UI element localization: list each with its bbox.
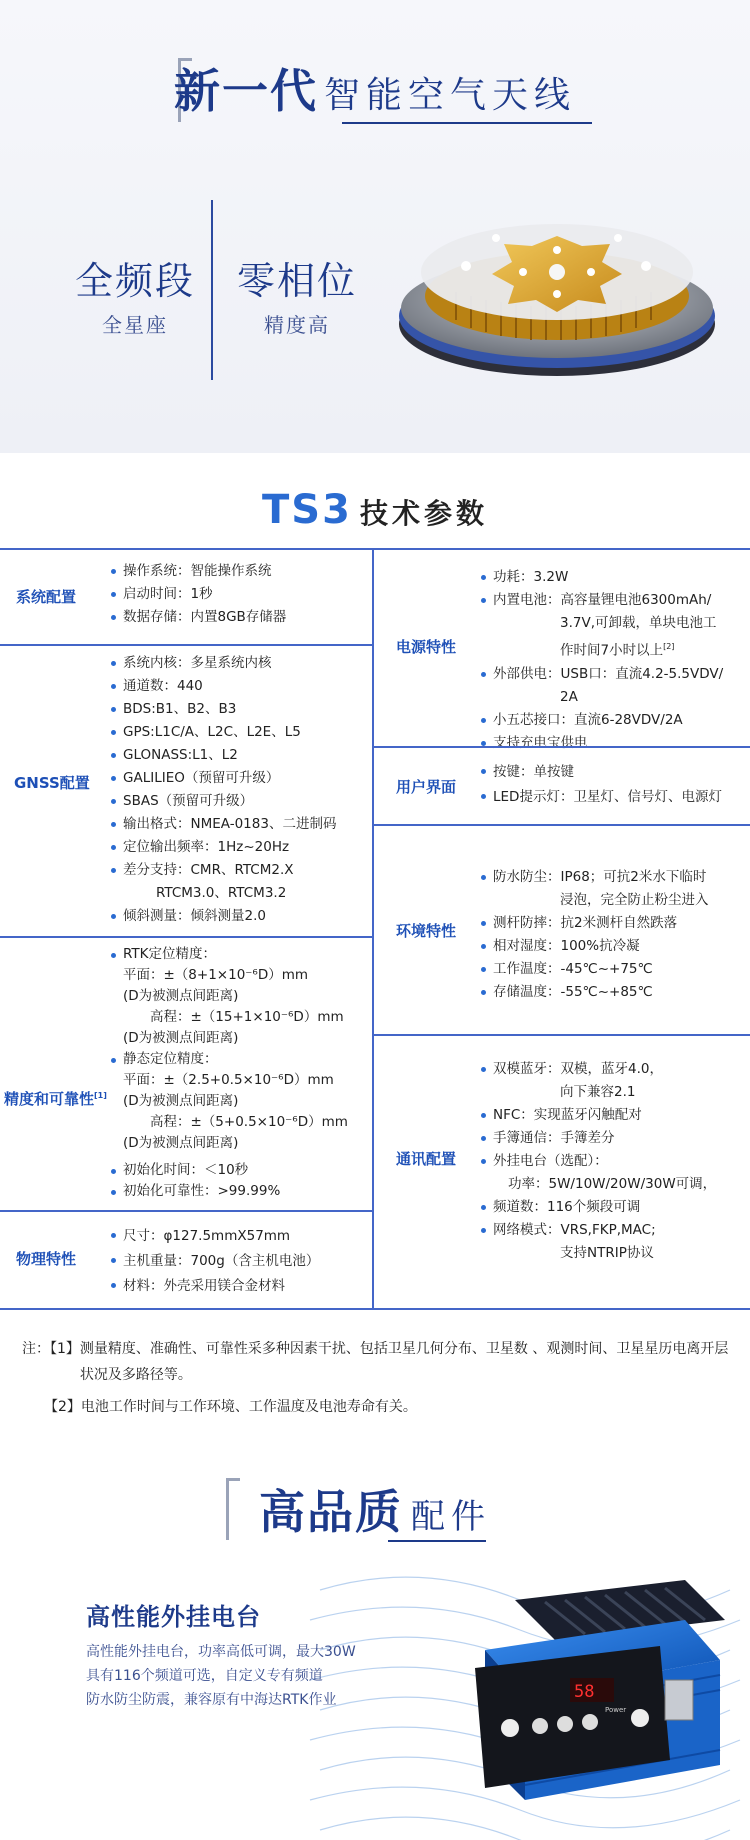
- footnote-ref-2: [2]: [663, 642, 675, 651]
- list-item: 防水防尘：IP68；可抗2米水下临时: [480, 866, 748, 889]
- list-item: 数据存储：内置8GB存储器: [110, 606, 286, 629]
- footnote-2-text: 电池工作时间与工作环境、工作温度及电池寿命有关。: [80, 1399, 417, 1415]
- list-item-continuation: 2A: [560, 688, 578, 705]
- section-power-list: [480, 566, 748, 755]
- list-item-continuation: (D为被测点间距离): [123, 1135, 239, 1151]
- list-item: 尺寸：φ127.5mmX57mm: [110, 1224, 319, 1249]
- section-ui-list: [480, 760, 748, 810]
- list-item: GALILIEO（预留可升级）: [110, 767, 336, 790]
- list-item-continuation: RTCM3.0、RTCM3.2: [156, 885, 287, 901]
- section-ui-label: 用户界面: [396, 778, 457, 796]
- section-accuracy: [0, 936, 372, 1210]
- section-accuracy-list: [110, 944, 348, 1202]
- list-item-continuation: [480, 635, 748, 663]
- radio-desc-line: 具有116个频道可选，自定义专有频道: [86, 1668, 323, 1684]
- list-item: RTK定位精度：: [110, 944, 348, 965]
- accessories-title-light: 配件: [411, 1497, 491, 1537]
- list-item: 倾斜测量：倾斜测量2.0: [110, 905, 336, 928]
- section-environment-list: [480, 866, 748, 1004]
- list-item-continuation: 高程：±（15+1×10⁻⁶D）mm: [150, 1009, 344, 1025]
- section-ui: [374, 746, 750, 824]
- list-item: BDS:B1、B2、B3: [110, 698, 336, 721]
- feature-full-band-title: 全频段: [74, 259, 195, 303]
- list-item: 支持充电宝供电: [480, 732, 748, 755]
- list-item: 初始化时间：＜10秒: [110, 1160, 348, 1181]
- battery-life-text: 作时间7小时以上: [560, 642, 664, 659]
- list-item-continuation: 浸泡，完全防止粉尘进入: [560, 892, 709, 908]
- footnote-2: [22, 1394, 737, 1420]
- section-gnss-list: [110, 652, 336, 928]
- list-item: 双模蓝牙：双模，蓝牙4.0，: [480, 1058, 748, 1081]
- list-item-continuation: (D为被测点间距离): [123, 1030, 239, 1046]
- hero-title-underline: [342, 122, 592, 124]
- section-environment: [374, 824, 750, 1034]
- list-item: 网络模式：VRS,FKP,MAC;: [480, 1219, 748, 1242]
- list-item-continuation: 高程：±（5+0.5×10⁻⁶D）mm: [150, 1114, 348, 1130]
- list-item: 存储温度：-55℃~+85℃: [480, 981, 748, 1004]
- list-item: 启动时间：1秒: [110, 583, 286, 606]
- list-item-continuation: 3.7V,可卸载，单块电池工: [560, 615, 717, 631]
- radio-display: 58: [574, 1682, 595, 1702]
- spec-title: [0, 487, 750, 533]
- section-gnss: [0, 644, 372, 936]
- spec-table: [0, 548, 750, 1310]
- footnote-1: [22, 1336, 737, 1388]
- list-item: GLONASS:L1、L2: [110, 744, 336, 767]
- list-item: NFC：实现蓝牙闪触配对: [480, 1104, 748, 1127]
- hero-title-light: 智能空气天线: [323, 75, 576, 116]
- section-system: [0, 550, 372, 644]
- list-item: 材料：外壳采用镁合金材料: [110, 1274, 319, 1299]
- footnote-2-tag: 【2】: [44, 1399, 81, 1415]
- footnotes: [22, 1336, 737, 1420]
- footnote-1-text: 测量精度、准确性、可靠性采多种因素干扰、包括卫星几何分布、卫星数 、观测时间、卫星星历电离开层状况及多路径等。: [79, 1341, 729, 1383]
- list-item: SBAS（预留可升级）: [110, 790, 336, 813]
- feature-zero-phase-sub: 精度高: [264, 313, 330, 337]
- accessories-section: [0, 1440, 750, 1840]
- section-gnss-label: GNSS配置: [14, 774, 90, 792]
- list-item: 系统内核：多星系统内核: [110, 652, 336, 675]
- radio-desc-line: 高性能外挂电台，功率高低可调，最大30W: [86, 1644, 356, 1660]
- radio-power-label: Power: [605, 1706, 627, 1714]
- list-item: 内置电池：高容量锂电池6300mAh/: [480, 589, 748, 612]
- list-item: 相对湿度：100%抗冷凝: [480, 935, 748, 958]
- hero-title-bold: 新一代: [173, 64, 318, 118]
- section-communication: [374, 1034, 750, 1312]
- list-item: 外部供电：USB口：直流4.2-5.5VDV/: [480, 663, 748, 686]
- list-item: 通道数：440: [110, 675, 336, 698]
- radio-product-name: 高性能外挂电台: [86, 1603, 261, 1631]
- list-item-continuation: 向下兼容2.1: [560, 1084, 636, 1100]
- accessories-title: [0, 1476, 750, 1542]
- list-item: 差分支持：CMR、RTCM2.X: [110, 859, 336, 882]
- list-item: LED提示灯：卫星灯、信号灯、电源灯: [480, 785, 748, 810]
- footnote-ref-1: [1]: [94, 1091, 107, 1100]
- feature-full-band-sub: 全星座: [102, 313, 168, 337]
- list-item: 小五芯接口：直流6-28VDV/2A: [480, 709, 748, 732]
- section-physical: [0, 1210, 372, 1312]
- list-item: 工作温度：-45℃~+75℃: [480, 958, 748, 981]
- section-power-label: 电源特性: [396, 638, 457, 656]
- list-item: GPS:L1C/A、L2C、L2E、L5: [110, 721, 336, 744]
- feature-divider: [211, 200, 213, 380]
- section-physical-list: [110, 1224, 319, 1299]
- list-item-continuation: 功率：5W/10W/20W/30W可调，: [508, 1176, 717, 1192]
- list-item-continuation: 平面：±（8+1×10⁻⁶D）mm: [123, 967, 309, 983]
- list-item: 频道数：116个频段可调: [480, 1196, 748, 1219]
- accessories-title-bold: 高品质: [259, 1485, 403, 1539]
- radio-product-description: [86, 1640, 356, 1712]
- list-item: 外挂电台（选配）：: [480, 1150, 748, 1173]
- list-item: 操作系统：智能操作系统: [110, 560, 286, 583]
- section-accuracy-label: [4, 1088, 107, 1109]
- hero-title: [0, 55, 750, 121]
- list-item: 静态定位精度：: [110, 1049, 348, 1070]
- radio-desc-line: 防水防尘防震，兼容原有中海达RTK作业: [86, 1692, 337, 1708]
- external-radio-image: [455, 1560, 735, 1820]
- list-item-continuation: 平面：±（2.5+0.5×10⁻⁶D）mm: [123, 1072, 334, 1088]
- spec-model: TS3: [262, 487, 352, 533]
- list-item: 输出格式：NMEA-0183、二进制码: [110, 813, 336, 836]
- list-item: 按键：单按键: [480, 760, 748, 785]
- section-system-label: 系统配置: [16, 588, 77, 606]
- section-power: [374, 550, 750, 751]
- section-environment-label: 环境特性: [396, 922, 457, 940]
- feature-full-band: [70, 250, 200, 338]
- antenna-product-image: [396, 192, 718, 382]
- footnote-1-tag: 注：【1】: [22, 1341, 80, 1357]
- list-item: 主机重量：700g（含主机电池）: [110, 1249, 319, 1274]
- list-item: 手簿通信：手簿差分: [480, 1127, 748, 1150]
- list-item-continuation: (D为被测点间距离): [123, 1093, 239, 1109]
- list-item: 功耗：3.2W: [480, 566, 748, 589]
- section-communication-list: [480, 1058, 748, 1265]
- section-system-list: [110, 560, 286, 629]
- hero-banner: [0, 0, 750, 453]
- spec-subtitle: 技术参数: [359, 497, 488, 530]
- list-item: 定位输出频率：1Hz~20Hz: [110, 836, 336, 859]
- list-item-continuation: (D为被测点间距离): [123, 988, 239, 1004]
- section-communication-label: 通讯配置: [396, 1150, 457, 1168]
- section-accuracy-label-text: 精度和可靠性: [4, 1090, 95, 1108]
- list-item-continuation: 支持NTRIP协议: [560, 1245, 654, 1261]
- feature-zero-phase: [232, 250, 362, 338]
- list-item: 初始化可靠性：>99.99%: [110, 1181, 348, 1202]
- list-item: 测杆防摔：抗2米测杆自然跌落: [480, 912, 748, 935]
- accessories-title-underline: [388, 1540, 486, 1542]
- feature-zero-phase-title: 零相位: [236, 259, 357, 303]
- section-physical-label: 物理特性: [16, 1250, 77, 1268]
